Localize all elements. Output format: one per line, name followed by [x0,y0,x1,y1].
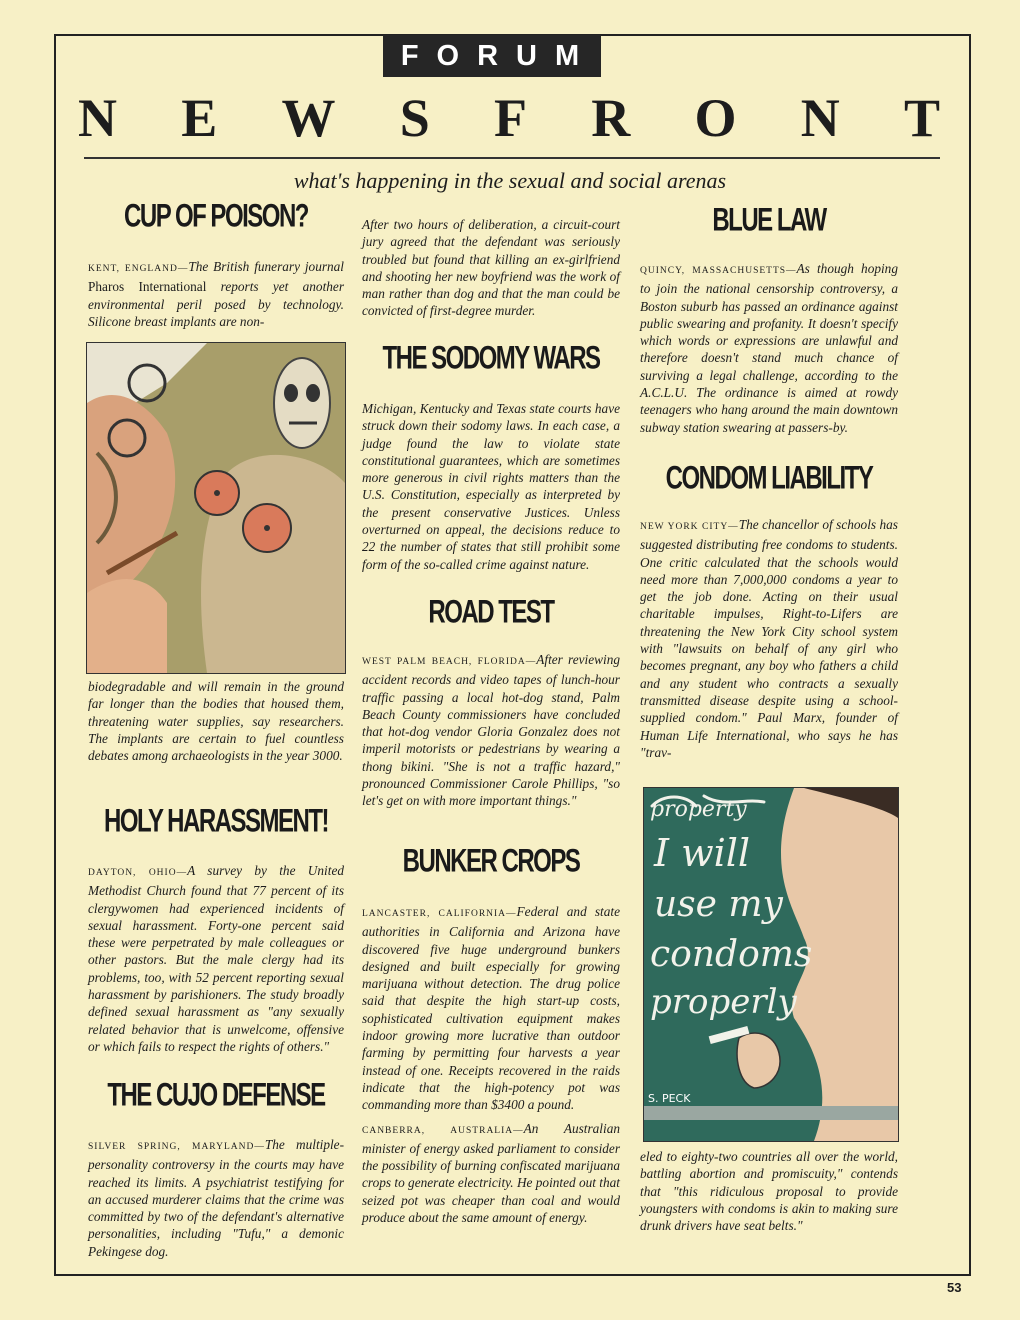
masthead-letter: R [591,88,631,148]
article-text: reports yet another environmental peril posed by technology. Silicone breast implants are non- [88,279,345,329]
headline-sodomy-wars: THE SODOMY WARS [382,340,600,377]
article-text: The chancellor of schools has suggested distributing free condoms to students. One critic calculated that the schools would need more than 7,000,000 condoms a year to get the job done. Acting on their usual charitable impulses, Right-to-Lifers are threatening the New York City school system with "lawsuits on behalf of any girl who becomes pregnant, any boy who fathers a child and any student who contracts a sexually transmitted disease despite using a school-supplied condom." Paul Marx, founder of Human Life International, who says he has "trav- [640,517,898,760]
article-cujo-defense-continued [362,216,620,326]
article-holy-harassment [88,862,344,1061]
masthead-letter: W [281,88,336,148]
chalk-line: condoms [650,934,813,975]
article-cup-of-poison [88,258,344,336]
masthead-letter: O [694,88,737,148]
masthead-title [78,88,940,148]
article-text: A survey by the United Methodist Church found that 77 percent of its clergywomen had experienced incidents of sexual harassment. Forty-one percent said these were perpetrated by male colleagues or other pastors. But the male clergy had its problems, too, with 52 percent reporting sexual harassment by parishioners. The study broadly defined sexual harassment as "any sexually related behavior that is unwelcome, offensive or which fails to respect the rights of others." [88,863,344,1054]
masthead-letter: N [78,88,117,148]
page-number: 53 [947,1280,962,1295]
dateline: DAYTON, OHIO— [88,868,188,878]
headline-holy-harassment: HOLY HARASSMENT! [103,803,329,840]
masthead-letter: F [494,88,528,148]
masthead-letter: N [800,88,840,148]
tagline: what's happening in the sexual and social arenas [293,168,727,193]
headline-cup-of-poison: CUP OF POISON? [124,198,308,235]
chalkboard-illustration [643,787,899,1142]
dateline: CANBERRA, AUSTRALIA— [362,1125,524,1136]
article-text: As though hoping to join the national censorship controversy, a Boston suburb has passed an ordinance against public swearing and profanity. It doesn't specify which words or expressions are unlawful and therefore doesn't stand much chance of surviving a legal challenge, according to the A.C.L.U. The ordinance is aimed at rowdy teenagers who hang around the main downtown subway station swearing at passers-by. [640,261,898,435]
article-text: An Australian minister of energy asked parliament to consider the possibility of burning confiscated marijuana crops to generate electricity. He pointed out that seized pot was cheaper than coal and would produce about the same amount of energy. [362,1120,620,1226]
chalk-line: use my [654,884,783,925]
headline-blue-law: BLUE LAW [712,202,826,239]
dateline: NEW YORK CITY— [640,522,739,532]
article-sodomy-wars [362,400,620,579]
article-text: After reviewing accident records and video tapes of lunch-hour traffic passing a local hot-dog stand, Palm Beach County commissioners have concluded that hot-dog vendor Gloria Gonzalez does not imperil motorists or pedestrians by wearing a thong bikini. "She is not a traffic hazard," pronounced Commissioner Carole Phillips, "so let's get on with more important things." [362,652,620,809]
dateline: SILVER SPRING, MARYLAND— [88,1142,265,1152]
dateline: WEST PALM BEACH, FLORIDA— [362,657,537,667]
headline-bunker-crops: BUNKER CROPS [402,843,580,880]
implant-illustration [86,342,346,674]
section-label: FORUM [383,35,601,77]
chalk-line: property [650,797,747,822]
article-cujo-defense [88,1136,344,1266]
article-text: After two hours of deliberation, a circuit-court jury agreed that the defendant was seriously troubled but found that killing an ex-girlfriend and shooting her new boyfriend was the work of man rather than dog and that the man could be convicted of first-degree murder. [362,217,620,319]
headline-cujo-defense: THE CUJO DEFENSE [107,1077,325,1114]
headline-condom-liability: CONDOM LIABILITY [665,460,873,497]
dateline: LANCASTER, CALIFORNIA— [362,909,517,919]
headline-road-test: ROAD TEST [428,594,554,631]
article-text: Federal and state authorities in California and Arizona have discovered five huge underground bunkers designed and built especially for growing marijuana without detection. The drug police said that despite the high start-up costs, sophisticated cultivation equipment makes indoor growing more lucrative than outdoor farming by permitting four harvests a year instead of one. Receipts recovered in the raids indicate that the high-potency pot was commanding more than $3400 a pound. [362,904,620,1113]
dateline: KENT, ENGLAND— [88,264,189,274]
article-cup-of-poison-continued [88,678,344,770]
chalk-line: I will [654,831,751,875]
article-condom-liability-continued [640,1148,898,1240]
artist-signature: S. PECK [648,1092,691,1105]
masthead-letter: S [399,88,430,148]
chalkboard-art [644,788,898,1141]
dateline: QUINCY, MASSACHUSETTS— [640,266,797,276]
masthead-rule [84,157,940,159]
illustration-art [87,343,345,673]
article-text: eled to eighty-two countries all over the world, battling abortion and promiscuity," contends that "this ridiculous proposal to provide youngsters with condoms is akin to making sure drunk drivers have seat belts." [640,1149,898,1234]
article-text: Michigan, Kentucky and Texas state courts have struck down their sodomy laws. In each case, a judge found the law to violate state constitutional guarantees, which are sometimes more generous in civil rights matters than the U.S. Constitution, especially as interpreted by the present conservative Justices. Unless overturned on appeal, the decisions reduce to 22 the number of states that still prohibit some form of the so-called crime against nature. [362,401,620,572]
article-text: biodegradable and will remain in the ground far longer than the bodies that housed them, threatening water supplies, say researchers. The implants are certain to fuel countless debates among archaeologists in the year 3000. [88,679,344,764]
article-bunker-crops [362,903,620,1232]
chalk-line: properly [650,982,797,1022]
article-condom-liability [640,516,898,767]
article-road-test [362,651,620,816]
masthead-letter: E [181,88,218,148]
article-text: The British funerary journal [188,259,345,274]
article-text: The multiple-personality controversy in the courts may have reached its limits. A psychiatrist testifying for an accused murderer claims that the crime was committed by two of the defendant's alternative personalities, including "Tufu," a demonic Pekingese dog. [88,1137,345,1259]
article-blue-law [640,260,898,442]
journal-name: Pharos International [88,279,207,295]
masthead-letter: T [903,88,940,148]
